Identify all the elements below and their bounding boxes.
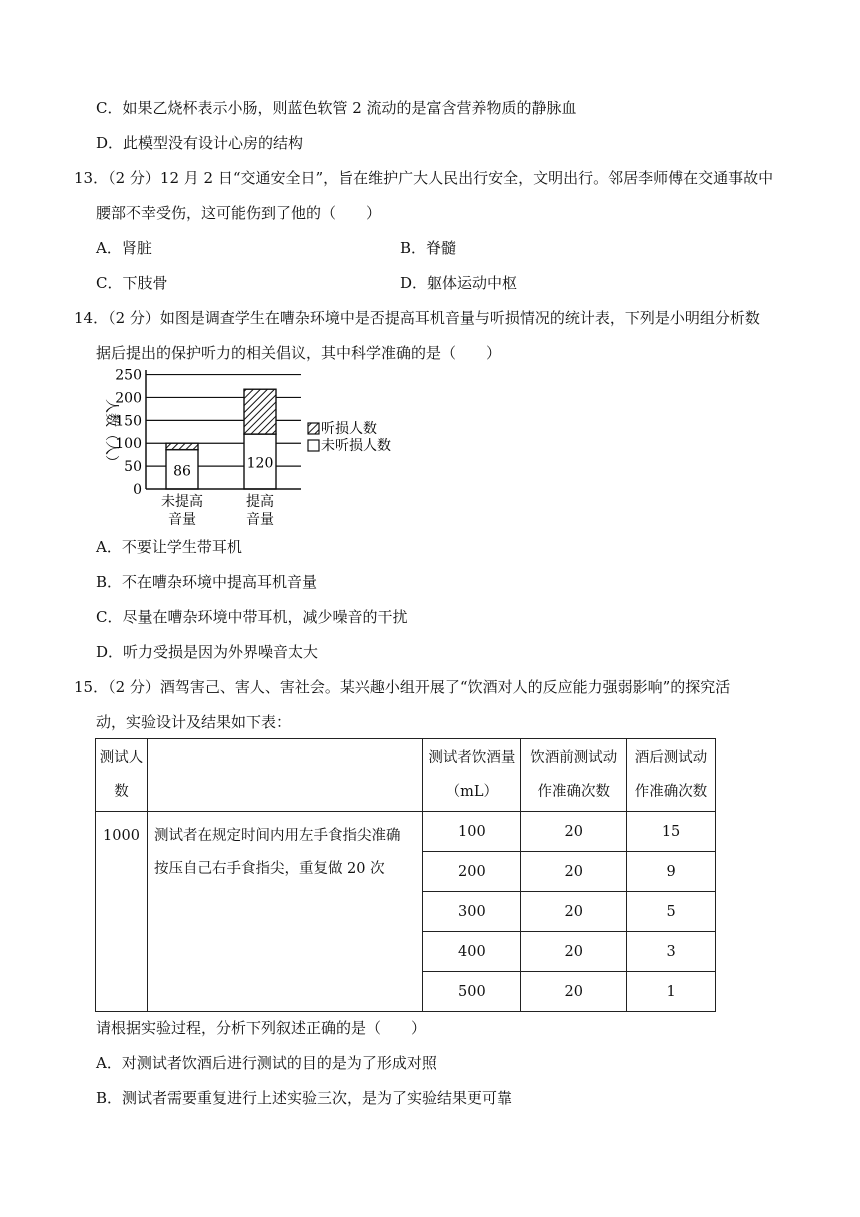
bar-loss [166, 443, 198, 449]
q12-option-c: C．如果乙烧杯表示小肠，则蓝色软管 2 流动的是富含营养物质的静脉血 [96, 99, 577, 117]
cell-before: 20 [521, 932, 627, 972]
q13-option-c: C．下肢骨 [96, 274, 168, 292]
q13-stem-line1: 13．（2 分）12 月 2 日“交通安全日”，旨在维护广大人民出行安全，文明出行。邻居李师傅在交通事故中 [74, 169, 774, 187]
q14-option-b: B．不在嘈杂环境中提高耳机音量 [96, 573, 318, 591]
y-tick-label: 0 [133, 482, 142, 498]
legend-swatch [308, 440, 319, 451]
table-header-row [96, 739, 716, 812]
y-tick-label: 200 [115, 390, 142, 407]
cell-amount: 200 [423, 852, 521, 892]
cell-people: 1000 [96, 812, 148, 1012]
x-tick-label: 提高 [246, 494, 274, 510]
cell-after: 3 [627, 932, 716, 972]
q13-option-a: A．肾脏 [96, 239, 152, 257]
x-tick-label: 音量 [168, 512, 196, 528]
legend-swatch [308, 423, 319, 434]
q13-option-d: D．躯体运动中枢 [400, 274, 518, 292]
q13-option-b: B．脊髓 [400, 239, 457, 257]
header-people: 测试人 数 [96, 739, 148, 812]
cell-amount: 400 [423, 932, 521, 972]
hearing-loss-bar-chart [96, 362, 426, 532]
header-before: 饮酒前测试动 作准确次数 [521, 739, 627, 812]
cell-amount: 500 [423, 972, 521, 1012]
cell-after: 15 [627, 812, 716, 852]
bar-data-label: 120 [246, 455, 274, 472]
y-tick-label: 50 [124, 459, 142, 476]
experiment-table [95, 738, 716, 1012]
q13-stem-line2: 腰部不幸受伤，这可能伤到了他的（ ） [96, 204, 382, 222]
y-tick-label: 250 [115, 367, 142, 384]
cell-before: 20 [521, 852, 627, 892]
q14-stem-line2: 据后提出的保护听力的相关倡议，其中科学准确的是（ ） [96, 344, 502, 362]
q15-option-b: B．测试者需要重复进行上述实验三次，是为了实验结果更可靠 [96, 1089, 513, 1107]
chart-legend [308, 420, 391, 454]
q12-option-d: D．此模型没有设计心房的结构 [96, 134, 304, 152]
bar-data-label: 86 [173, 463, 191, 480]
q14-option-c: C．尽量在嘈杂环境中带耳机，减少噪音的干扰 [96, 608, 408, 626]
header-after: 酒后测试动 作准确次数 [627, 739, 716, 812]
cell-description: 测试者在规定时间内用左手食指尖准确 按压自己右手食指尖，重复做 20 次 [147, 812, 422, 1012]
q14-stem-line1: 14．（2 分）如图是调查学生在嘈杂环境中是否提高耳机音量与听损情况的统计表，下列是小明组分析数 [74, 309, 760, 327]
q15-stem-line2: 动，实验设计及结果如下表： [96, 713, 292, 731]
cell-amount: 100 [423, 812, 521, 852]
header-blank [147, 739, 422, 812]
cell-after: 9 [627, 852, 716, 892]
header-amount: 测试者饮酒量 （mL） [423, 739, 521, 812]
q15-option-a: A．对测试者饮酒后进行测试的目的是为了形成对照 [96, 1054, 437, 1072]
x-tick-label: 音量 [246, 512, 274, 528]
chart-bars [166, 389, 276, 489]
chart-x-tick-labels [161, 493, 274, 528]
q14-option-a: A．不要让学生带耳机 [96, 538, 242, 556]
y-axis-label: 人数（人） [103, 399, 119, 469]
y-tick-label: 150 [115, 413, 142, 430]
table-row [96, 812, 716, 852]
q15-stem-line1: 15．（2 分）酒驾害己、害人、害社会。某兴趣小组开展了“饮酒对人的反应能力强弱影响”的探究活 [74, 678, 731, 696]
y-tick-label: 100 [115, 436, 142, 453]
cell-before: 20 [521, 892, 627, 932]
cell-after: 5 [627, 892, 716, 932]
q14-option-d: D．听力受损是因为外界噪音太大 [96, 643, 319, 661]
cell-before: 20 [521, 812, 627, 852]
legend-label: 听损人数 [321, 421, 377, 437]
cell-amount: 300 [423, 892, 521, 932]
bar-loss [244, 389, 276, 434]
q15-prompt: 请根据实验过程，分析下列叙述正确的是（ ） [96, 1019, 427, 1037]
legend-label: 未听损人数 [321, 438, 391, 454]
cell-after: 1 [627, 972, 716, 1012]
cell-before: 20 [521, 972, 627, 1012]
x-tick-label: 未提高 [161, 494, 203, 510]
